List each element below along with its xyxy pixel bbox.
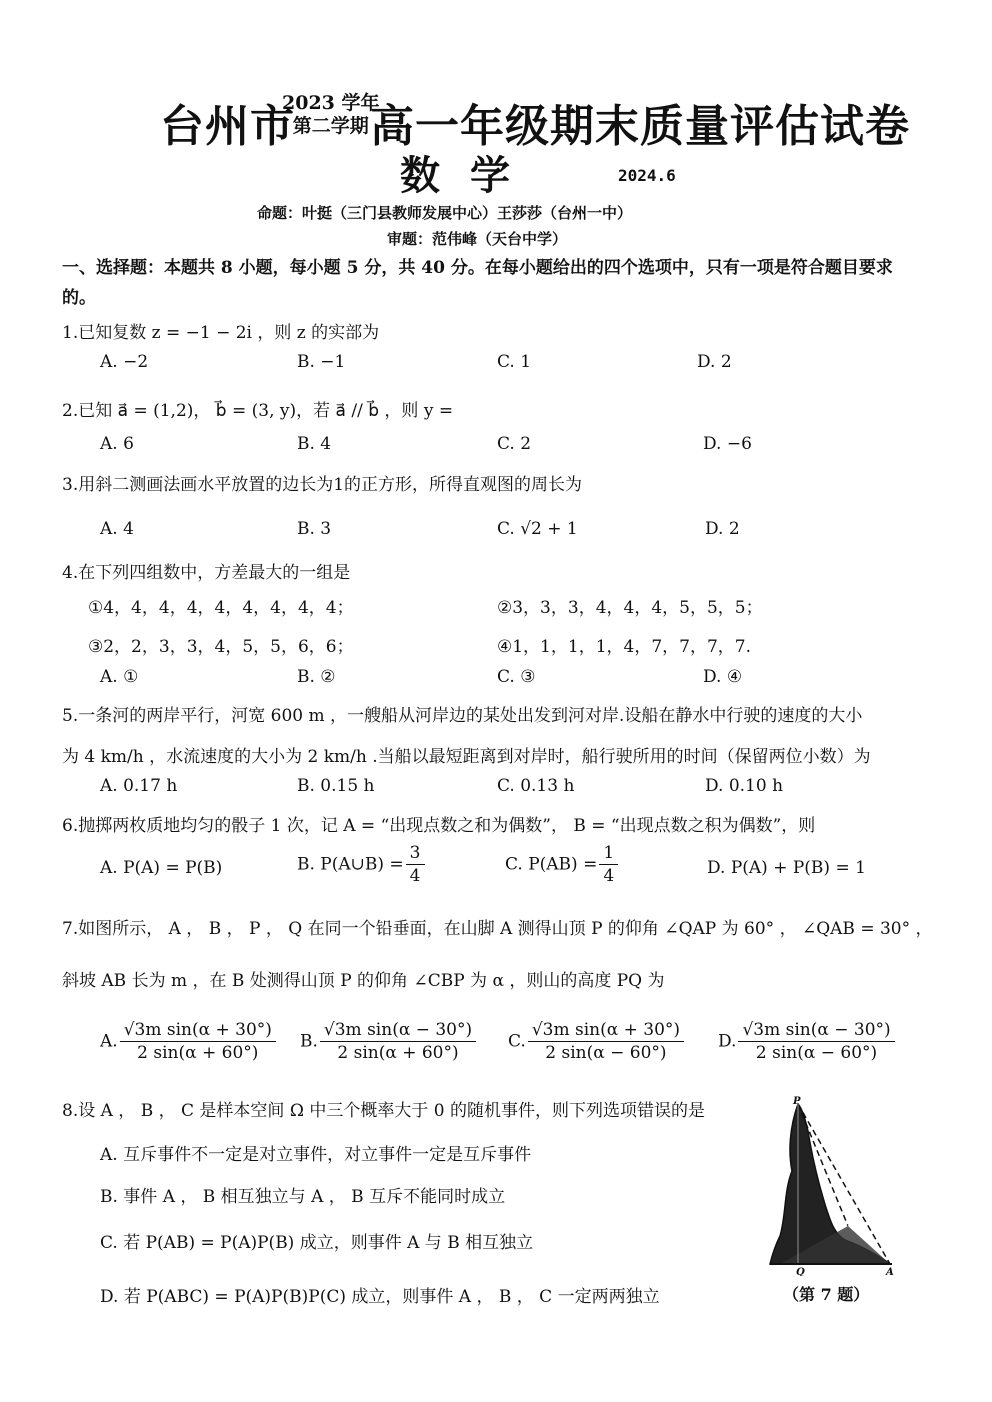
q4-stem: 4.在下列四组数中，方差最大的一组是 bbox=[62, 563, 351, 583]
q7-option-d-numerator: √3m sin(α − 30°) bbox=[738, 1020, 894, 1042]
q3-option-d: D. 2 bbox=[705, 519, 740, 539]
q8-option-b: B. 事件 A ， B 相互独立与 A ， B 互斥不能同时成立 bbox=[100, 1187, 506, 1207]
q5-option-a: A. 0.17 h bbox=[100, 776, 178, 796]
q1-option-d: D. 2 bbox=[697, 352, 732, 372]
q6-option-d: D. P(A) + P(B) = 1 bbox=[707, 858, 866, 878]
q6-option-b-fraction bbox=[406, 843, 425, 886]
section-heading: 一、选择题：本题共 8 小题，每小题 5 分，共 40 分。在每小题给出的四个选项中，只有一项是符合题目要求的。 bbox=[62, 258, 893, 308]
q2-option-b: B. 4 bbox=[297, 434, 332, 454]
q6-option-b-expr: B. P(A∪B) = bbox=[297, 854, 404, 875]
q6-option-b-numerator: 3 bbox=[406, 843, 425, 865]
q4-group-4: ④1，1，1，1，4，7，7，7，7. bbox=[497, 637, 751, 657]
q6-option-c-denominator: 4 bbox=[603, 866, 615, 886]
q3-option-a: A. 4 bbox=[100, 519, 134, 539]
q3-stem: 3.用斜二测画法画水平放置的边长为1的正方形，所得直观图的周长为 bbox=[62, 475, 583, 495]
q7-option-b-denominator: 2 sin(α + 60°) bbox=[337, 1043, 459, 1063]
q4-group-3: ③2，2，3，3，4，5，5，6，6； bbox=[88, 637, 354, 657]
title-year: 2023 学年 bbox=[282, 92, 380, 114]
label-b: B bbox=[848, 1218, 857, 1229]
q7-stem-line1: 7.如图所示， A ， B ， P ， Q 在同一个铅垂面，在山脚 A 测得山顶 P 的仰角 ∠QAP 为 60° ， ∠QAB = 30° ， bbox=[62, 919, 933, 939]
q5-option-c: C. 0.13 h bbox=[497, 776, 575, 796]
q7-option-b-label: B. bbox=[300, 1031, 318, 1052]
q4-option-c: C. ③ bbox=[497, 667, 536, 687]
q7-option-a-numerator: √3m sin(α + 30°) bbox=[120, 1020, 276, 1042]
q6-option-b bbox=[297, 843, 427, 886]
q1-option-c: C. 1 bbox=[497, 352, 532, 372]
q7-option-c-fraction bbox=[528, 1020, 684, 1063]
q2-stem: 2.已知 a⃗ = (1,2)， b⃗ = (3, y)，若 a⃗ // b⃗ ，则 y = bbox=[62, 401, 454, 421]
q7-option-a-denominator: 2 sin(α + 60°) bbox=[137, 1043, 259, 1063]
q7-option-d-fraction bbox=[738, 1020, 894, 1063]
q2-option-a: A. 6 bbox=[100, 434, 134, 454]
q7-option-c-denominator: 2 sin(α − 60°) bbox=[545, 1043, 667, 1063]
q1-option-b: B. −1 bbox=[297, 352, 346, 372]
q2-option-c: C. 2 bbox=[497, 434, 532, 454]
q7-option-a-fraction bbox=[120, 1020, 276, 1063]
authors-line: 命题：叶挺（三门县教师发展中心）王莎莎（台州一中） bbox=[257, 204, 633, 222]
q5-option-b: B. 0.15 h bbox=[297, 776, 375, 796]
exam-date: 2024.6 bbox=[618, 166, 676, 185]
q4-option-a: A. ① bbox=[100, 667, 139, 687]
q8-option-a: A. 互斥事件不一定是对立事件，对立事件一定是互斥事件 bbox=[100, 1145, 532, 1165]
q5-stem-line2: 为 4 km/h ，水流速度的大小为 2 km/h .当船以最短距离到对岸时，船行驶所用的时间（保留两位小数）为 bbox=[62, 747, 871, 767]
q4-option-b: B. ② bbox=[297, 667, 336, 687]
mountain-figure bbox=[760, 1096, 900, 1276]
q6-option-c bbox=[505, 843, 620, 886]
q8-stem: 8.设 A ， B ， C 是样本空间 Ω 中三个概率大于 0 的随机事件，则下列选项错误的是 bbox=[62, 1101, 705, 1121]
q6-option-b-denominator: 4 bbox=[409, 866, 421, 886]
label-p: P bbox=[793, 1096, 801, 1107]
q7-option-d bbox=[718, 1020, 897, 1063]
q2-option-d: D. −6 bbox=[703, 434, 752, 454]
q3-option-c: C. √2 + 1 bbox=[497, 519, 578, 539]
q7-option-b bbox=[300, 1020, 478, 1063]
label-q: Q bbox=[796, 1267, 805, 1276]
q4-group-2: ②3，3，3，4，4，4，5，5，5； bbox=[497, 598, 763, 618]
q1-stem: 1.已知复数 z = −1 − 2i ，则 z 的实部为 bbox=[62, 323, 380, 343]
q1-option-a: A. −2 bbox=[100, 352, 149, 372]
q6-option-c-fraction bbox=[599, 843, 618, 886]
title-city: 台州市 bbox=[160, 101, 295, 152]
q7-option-a bbox=[100, 1020, 278, 1063]
title-main: 高一年级期末质量评估试卷 bbox=[370, 101, 910, 152]
q4-option-d: D. ④ bbox=[703, 667, 743, 687]
reviewer-line: 审题：范伟峰（天台中学） bbox=[387, 230, 568, 248]
title-term bbox=[282, 92, 380, 138]
q8-option-d: D. 若 P(ABC) = P(A)P(B)P(C) 成立，则事件 A ， B ， C 一定两两独立 bbox=[100, 1287, 660, 1307]
q8-option-c: C. 若 P(AB) = P(A)P(B) 成立，则事件 A 与 B 相互独立 bbox=[100, 1233, 534, 1253]
q3-option-b: B. 3 bbox=[297, 519, 332, 539]
q7-stem-line2: 斜坡 AB 长为 m ，在 B 处测得山顶 P 的仰角 ∠CBP 为 α ，则山的高度 PQ 为 bbox=[62, 971, 665, 991]
q6-stem: 6.抛掷两枚质地均匀的骰子 1 次，记 A = “出现点数之和为偶数”， B = “出现点数之积为偶数”，则 bbox=[62, 816, 816, 836]
q6-option-c-numerator: 1 bbox=[599, 843, 618, 865]
q7-option-b-numerator: √3m sin(α − 30°) bbox=[320, 1020, 476, 1042]
q7-option-c-numerator: √3m sin(α + 30°) bbox=[528, 1020, 684, 1042]
q7-option-c-label: C. bbox=[508, 1031, 526, 1052]
q7-option-d-denominator: 2 sin(α − 60°) bbox=[755, 1043, 878, 1063]
q5-stem-line1: 5.一条河的两岸平行，河宽 600 m ，一艘船从河岸边的某处出发到河对岸.设船在静水中行驶的速度的大小 bbox=[62, 706, 863, 726]
q7-option-d-label: D. bbox=[718, 1031, 737, 1052]
q7-option-c bbox=[508, 1020, 686, 1063]
q4-group-1: ①4，4，4，4，4，4，4，4，4； bbox=[88, 598, 354, 618]
subject-title: 数学 bbox=[400, 152, 540, 199]
q7-option-b-fraction bbox=[320, 1020, 476, 1063]
label-a: A bbox=[886, 1267, 894, 1276]
q7-option-a-label: A. bbox=[100, 1031, 118, 1052]
q6-option-c-expr: C. P(AB) = bbox=[505, 854, 598, 875]
figure-caption: （第 7 题） bbox=[783, 1285, 870, 1304]
q5-option-d: D. 0.10 h bbox=[705, 776, 784, 796]
q6-option-a: A. P(A) = P(B) bbox=[100, 858, 223, 878]
title-semester: 第二学期 bbox=[292, 115, 369, 137]
